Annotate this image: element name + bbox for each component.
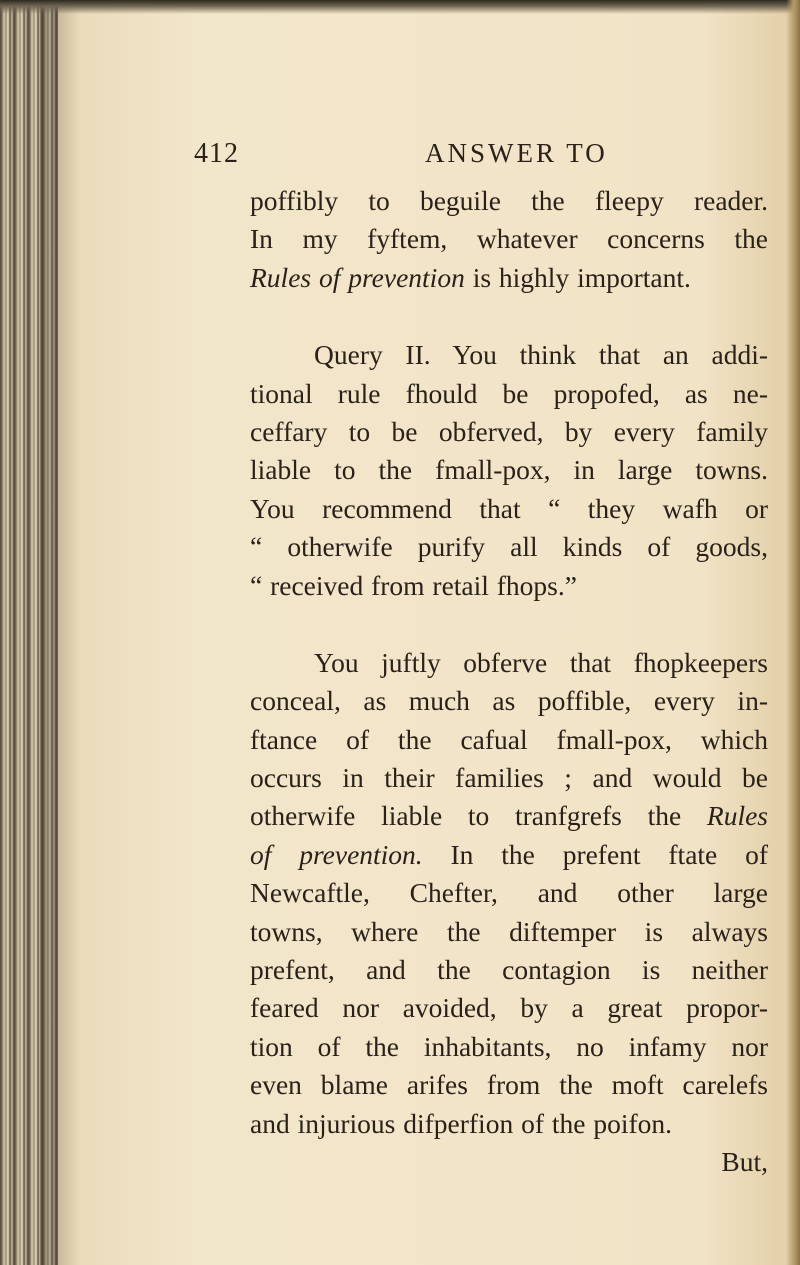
text-line: “ otherwife purify all kinds of goods, (250, 531, 768, 563)
text-line: occurs in their families ; and would be (250, 762, 768, 794)
text-line: In my fyftem, whatever concerns the (250, 223, 768, 255)
binding-shadow (40, 0, 80, 1265)
text-run: otherwife liable to tranfgrefs the (250, 800, 707, 832)
text-line: You recommend that “ they wafh or (250, 492, 768, 524)
text-line: You juftly obferve that fhopkeepers (314, 646, 768, 678)
text-line: ftance of the cafual fmall-pox, which (250, 723, 768, 755)
text-run: is highly important. (464, 261, 691, 293)
text-line: tional rule fhould be propofed, as ne- (250, 377, 768, 409)
text-line (250, 797, 768, 835)
text-line: feared nor avoided, by a great propor- (250, 992, 768, 1024)
text-line: Query II. You think that an addi- (314, 339, 768, 371)
text-line: tion of the inhabitants, no infamy nor (250, 1030, 768, 1062)
paragraph-gap (250, 605, 768, 644)
text-line: even blame arifes from the moft carelefs (250, 1069, 768, 1101)
running-head: ANSWER TO (425, 138, 608, 168)
italic-phrase: of prevention. (250, 838, 423, 870)
right-edge-shadow (786, 0, 800, 1265)
page-header (0, 138, 800, 178)
text-line: Newcaftle, Chefter, and other large (250, 877, 768, 909)
text-line: conceal, as much as poffible, every in- (250, 685, 768, 717)
italic-phrase: Rules (706, 800, 768, 832)
text-line: “ received from retail fhops.” (250, 569, 577, 601)
paragraph-gap (250, 297, 768, 336)
text-line: ceffary to be obferved, by every family (250, 415, 768, 447)
catchword: But, (721, 1145, 768, 1177)
page-number: 412 (194, 138, 239, 169)
text-run: In the prefent ftate of (422, 838, 768, 870)
text-line: poffibly to beguile the fleepy reader. (250, 185, 768, 216)
top-edge-shadow (0, 0, 800, 14)
text-line: and injurious difperfion of the poifon. (250, 1107, 672, 1139)
body-text (250, 182, 768, 1181)
text-line: liable to the fmall-pox, in large towns. (250, 454, 768, 486)
text-line: towns, where the diftemper is always (250, 915, 768, 947)
text-line (250, 259, 768, 297)
italic-phrase: Rules of prevention (250, 261, 465, 293)
text-line (250, 836, 768, 874)
text-line: prefent, and the contagion is neither (250, 954, 768, 986)
